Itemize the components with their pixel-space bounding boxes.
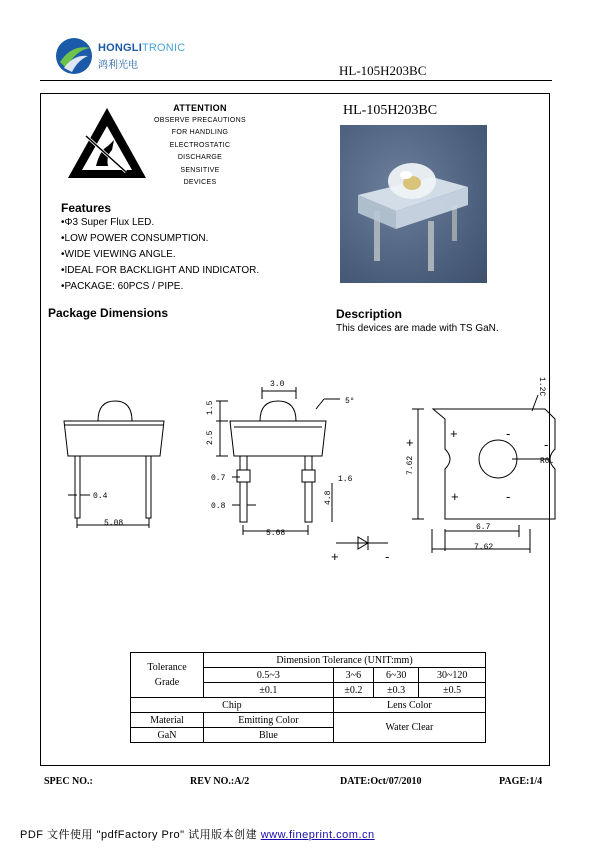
attention-title: ATTENTION — [173, 103, 227, 113]
attention-line: ELECTROSTATIC — [169, 141, 231, 149]
dim-label: 5° — [345, 397, 355, 406]
features-section — [61, 201, 321, 295]
dim-label: R0. — [540, 457, 555, 466]
company-logo — [54, 36, 194, 76]
tolerance-range: 0.5~3 — [204, 668, 334, 683]
polarity-minus: - — [385, 549, 390, 564]
header-part-number: HL-105H203BC — [339, 63, 427, 78]
attention-line: DEVICES — [183, 179, 217, 186]
polarity-minus: - — [506, 489, 511, 504]
tolerance-range: 30~120 — [419, 668, 486, 683]
polarity-plus: + — [406, 435, 414, 450]
polarity-plus: + — [450, 426, 458, 441]
polarity-plus: + — [331, 549, 339, 564]
attention-line: SENSITIVE — [180, 166, 220, 174]
dim-label: 5.08 — [104, 519, 124, 528]
pdf-watermark-note — [20, 826, 375, 842]
feature-item: •IDEAL FOR BACKLIGHT AND INDICATOR. — [61, 265, 260, 276]
polarity-minus: - — [506, 426, 511, 441]
attention-line: FOR HANDLING — [171, 129, 229, 136]
dim-label: 1.6 — [338, 475, 353, 484]
feature-item: •WIDE VIEWING ANGLE. — [61, 249, 176, 260]
tolerance-header: Dimension Tolerance (UNIT:mm) — [204, 653, 486, 668]
polarity-plus: + — [451, 489, 459, 504]
tolerance-value: ±0.1 — [204, 683, 334, 698]
tolerance-table — [130, 652, 486, 743]
dim-label: 1.5 — [206, 400, 215, 415]
footer-date: DATE:Oct/07/2010 — [340, 776, 422, 787]
dim-label: 5.08 — [266, 529, 286, 538]
dim-label: 6.7 — [476, 523, 491, 532]
footer-rev: REV NO.:A/2 — [190, 776, 250, 787]
package-drawing — [40, 365, 555, 570]
tolerance-range: 6~30 — [374, 668, 419, 683]
esd-warning-icon — [66, 106, 148, 180]
attention-line: OBSERVE PRECAUTIONS — [154, 116, 246, 124]
dim-label: 7.62 — [406, 455, 415, 475]
dim-label: 4.8 — [324, 490, 333, 505]
dim-label: 2.5 — [206, 430, 215, 445]
dim-label: 7.62 — [474, 543, 494, 552]
emitting-color-label: Emitting Color — [204, 713, 334, 728]
tolerance-value: ±0.2 — [333, 683, 373, 698]
dim-label: 0.7 — [211, 474, 226, 483]
photo-title: HL-105H203BC — [343, 103, 438, 118]
dim-label: 0.4 — [93, 492, 108, 501]
header-rule — [40, 80, 552, 81]
dim-label: 1.2C — [537, 377, 546, 397]
tolerance-grade-label: Tolerance Grade — [131, 653, 204, 698]
material-label: Material — [131, 713, 204, 728]
tolerance-value: ±0.5 — [419, 683, 486, 698]
package-title: Package Dimensions — [48, 306, 169, 320]
led-photo-icon — [340, 125, 487, 283]
description-title: Description — [336, 307, 403, 321]
polarity-minus: - — [544, 437, 549, 452]
lens-color-header: Lens Color — [333, 698, 485, 713]
pdf-note-link[interactable]: www.fineprint.com.cn — [260, 829, 375, 841]
lens-color-value: Water Clear — [333, 713, 485, 743]
emitting-color-value: Blue — [204, 728, 334, 743]
logo-mark-icon — [54, 36, 94, 76]
dim-label: 3.0 — [270, 380, 285, 389]
logo-brand: HONGLITRONIC — [98, 42, 186, 54]
chip-header: Chip — [131, 698, 334, 713]
material-value: GaN — [131, 728, 204, 743]
footer-page: PAGE:1/4 — [499, 776, 543, 787]
feature-item: •PACKAGE: 60PCS / PIPE. — [61, 281, 184, 292]
feature-item: •Φ3 Super Flux LED. — [61, 217, 155, 228]
pdf-note-text: PDF 文件使用 "pdfFactory Pro" 试用版本创建 — [20, 829, 258, 841]
attention-line: DISCHARGE — [177, 154, 223, 161]
footer-spec: SPEC NO.: — [44, 776, 93, 787]
logo-chinese: 鸿利光电 — [98, 60, 138, 71]
description-text: This devices are made with TS GaN. — [336, 323, 499, 334]
tolerance-range: 3~6 — [333, 668, 373, 683]
features-title: Features — [61, 201, 112, 215]
dim-label: 0.8 — [211, 502, 226, 511]
product-photo — [340, 125, 487, 283]
tolerance-value: ±0.3 — [374, 683, 419, 698]
attention-block — [148, 102, 252, 190]
feature-item: •LOW POWER CONSUMPTION. — [61, 233, 209, 244]
